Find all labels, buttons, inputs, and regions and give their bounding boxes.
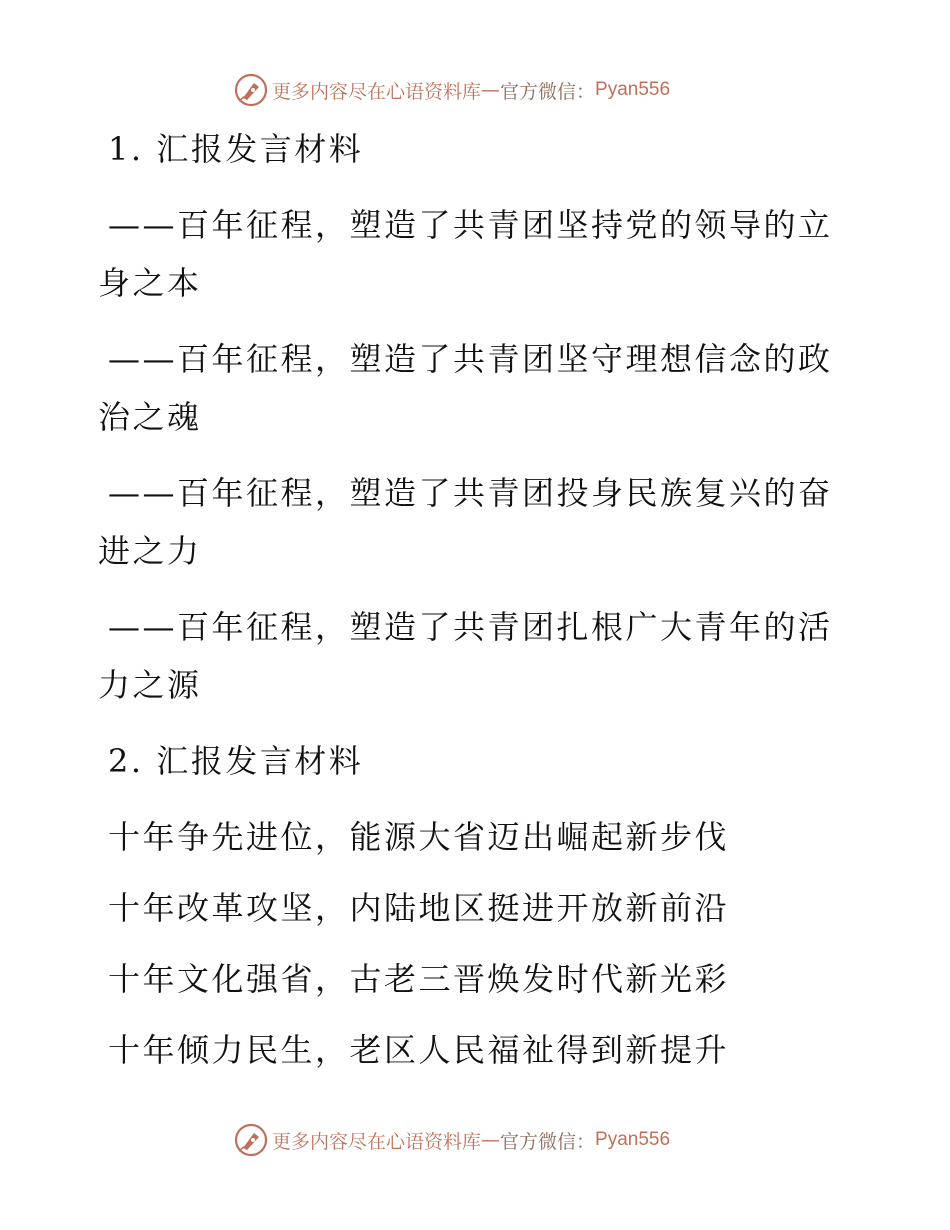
section-1-item — [98, 196, 838, 312]
item-line-continued: 力之源 — [98, 666, 202, 704]
section-1-heading: 1. 汇报发言材料 — [108, 130, 364, 168]
item-line-continued: 治之魂 — [98, 398, 202, 436]
item-line-continued: 进之力 — [98, 532, 202, 570]
footer-watermark — [234, 1120, 714, 1160]
document-body — [98, 120, 838, 1079]
section-1-item — [98, 330, 838, 446]
item-line: ——百年征程，塑造了共青团坚持党的领导的立 — [108, 206, 833, 244]
section-2-item: 十年倾力民生，老区人民福祉得到新提升 — [108, 1031, 730, 1069]
watermark-wechat-label: 官方微信： — [500, 80, 596, 103]
item-line: ——百年征程，塑造了共青团坚守理想信念的政 — [108, 340, 833, 378]
watermark-wechat-label: 官方微信： — [500, 1130, 596, 1153]
section-1-item — [98, 598, 838, 714]
section-1-item — [98, 464, 838, 580]
item-line-continued: 身之本 — [98, 264, 202, 302]
section-2-item: 十年改革攻坚，内陆地区挺进开放新前沿 — [108, 889, 730, 927]
item-line: ——百年征程，塑造了共青团投身民族复兴的奋 — [108, 474, 833, 512]
section-2-item: 十年文化强省，古老三晋焕发时代新光彩 — [108, 960, 730, 998]
watermark-separator: — — [481, 79, 501, 101]
watermark-text: 更多内容尽在心语资料库 — [272, 1130, 482, 1153]
watermark-handle: Pyan556 — [595, 79, 671, 100]
pen-nib-logo-icon — [234, 1123, 268, 1157]
pen-nib-logo-icon — [234, 73, 268, 107]
item-line: ——百年征程，塑造了共青团扎根广大青年的活 — [108, 608, 833, 646]
header-watermark — [234, 70, 714, 110]
section-2-heading: 2. 汇报发言材料 — [108, 742, 364, 780]
watermark-text: 更多内容尽在心语资料库 — [272, 80, 482, 103]
section-2-item: 十年争先进位，能源大省迈出崛起新步伐 — [108, 818, 730, 856]
watermark-handle: Pyan556 — [595, 1129, 671, 1150]
watermark-separator: — — [481, 1129, 501, 1151]
